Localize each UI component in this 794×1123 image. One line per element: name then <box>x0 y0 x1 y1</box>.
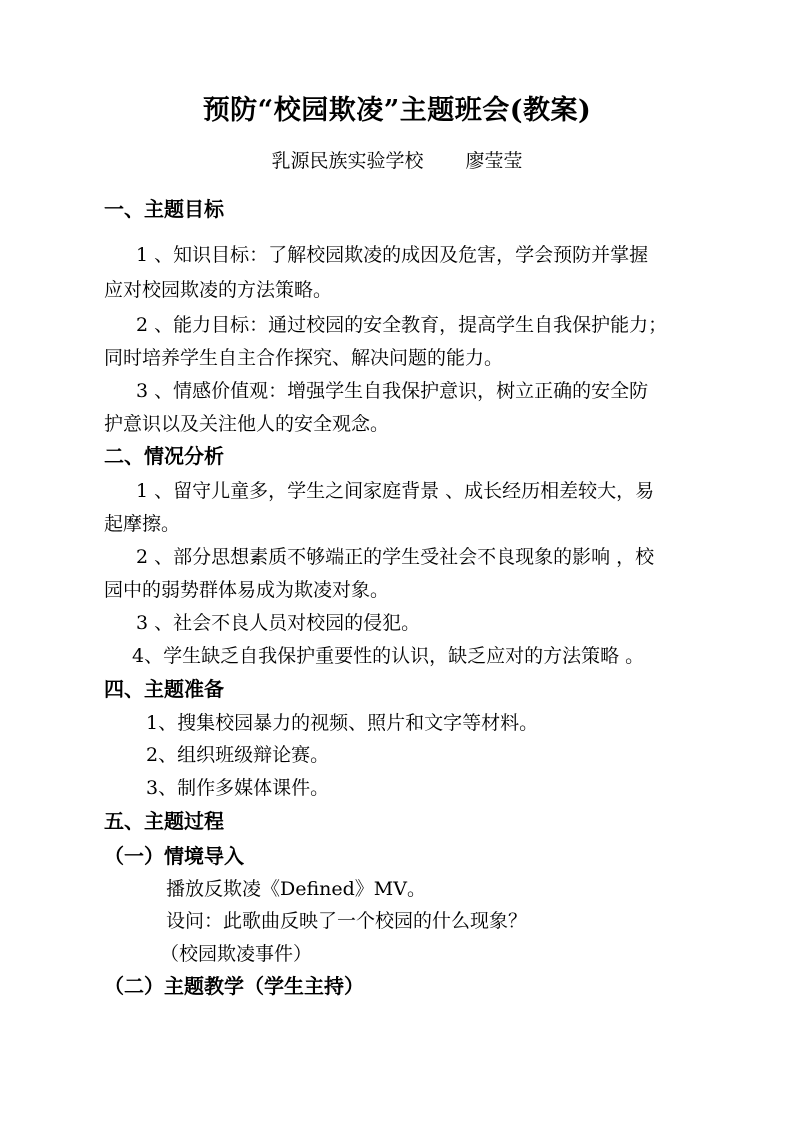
paragraph-line: 3 、情感价值观：增强学生自我保护意识，树立正确的安全防 <box>136 380 649 402</box>
list-item: 1、搜集校园暴力的视频、照片和文字等材料。 <box>146 712 539 734</box>
school-name: 乳源民族实验学校 <box>271 150 424 172</box>
paragraph-line: 护意识以及关注他人的安全观念。 <box>104 413 390 435</box>
paragraph-line: 起摩擦。 <box>104 513 181 535</box>
list-item: 3、制作多媒体课件。 <box>146 777 330 799</box>
paragraph-line: 同时培养学生自主合作探究、解决问题的能力。 <box>104 347 504 369</box>
paragraph-line: 2 、能力目标：通过校园的安全教育，提高学生自我保护能力； <box>136 314 668 336</box>
paragraph-line: 设问：此歌曲反映了一个校园的什么现象？ <box>166 910 528 932</box>
subsection-heading-intro: （一）情境导入 <box>104 844 244 868</box>
subsection-heading-teaching: （二）主题教学（学生主持） <box>104 974 364 998</box>
section-heading-goals: 一、主题目标 <box>104 197 224 221</box>
section-heading-process: 五、主题过程 <box>104 809 224 833</box>
page-title: 预防“校园欺凌”主题班会(教案) <box>202 95 592 126</box>
author-name: 廖莹莹 <box>465 150 523 172</box>
paragraph-line: 1 、留守儿童多，学生之间家庭背景 、成长经历相差较大，易 <box>136 480 655 502</box>
paragraph-line: 园中的弱势群体易成为欺凌对象。 <box>104 579 390 601</box>
paragraph-line: 播放反欺凌《Defined》MV。 <box>166 878 426 900</box>
section-heading-preparation: 四、主题准备 <box>104 677 224 701</box>
list-item: 2、组织班级辩论赛。 <box>146 744 330 766</box>
paragraph-line: 3 、社会不良人员对校园的侵犯。 <box>136 612 421 634</box>
paragraph-line: 应对校园欺凌的方法策略。 <box>104 279 333 301</box>
author-line <box>0 149 794 173</box>
paragraph-line: 2 、部分思想素质不够端正的学生受社会不良现象的影响 ，校 <box>136 546 655 568</box>
paragraph-line: （校园欺凌事件） <box>160 943 313 965</box>
paragraph-line: 1 、知识目标：了解校园欺凌的成因及危害，学会预防并掌握 <box>136 244 649 266</box>
section-heading-analysis: 二、情况分析 <box>104 444 224 468</box>
paragraph-line: 4、学生缺乏自我保护重要性的认识，缺乏应对的方法策略 。 <box>132 645 645 667</box>
